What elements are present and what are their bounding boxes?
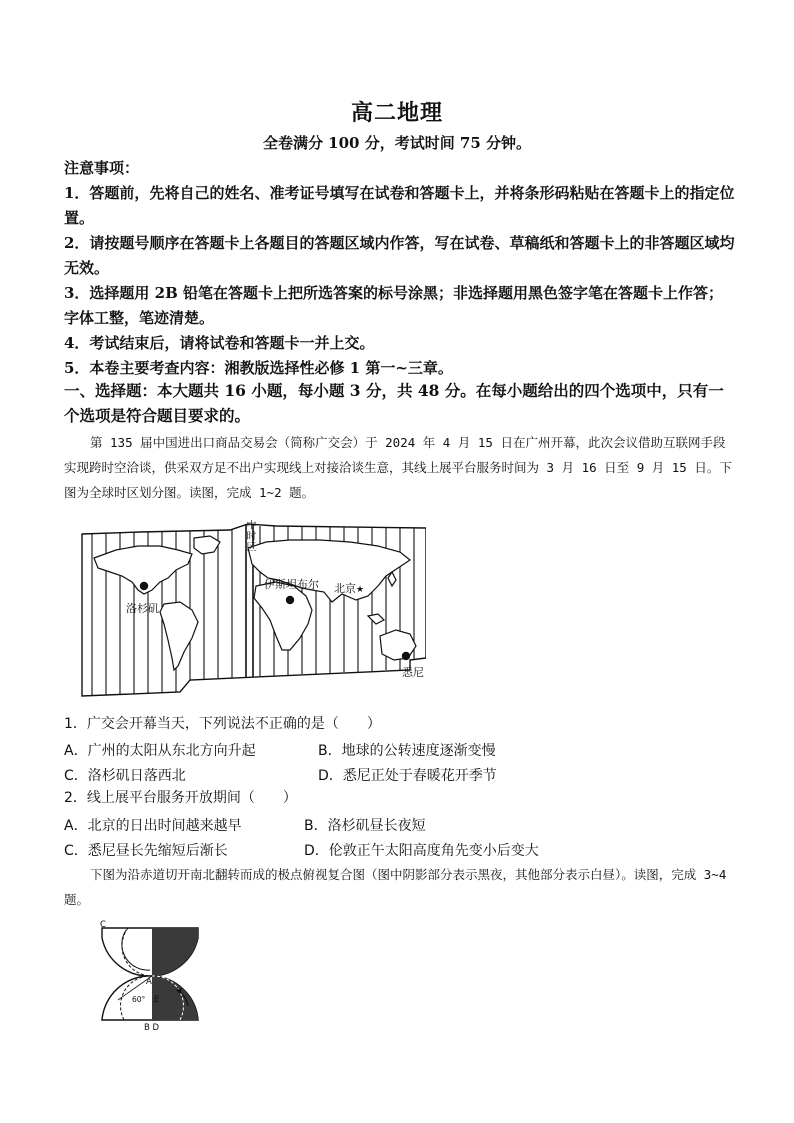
- note-item: 4．考试结束后，请将试卷和答题卡一并上交。: [64, 334, 375, 352]
- question-intro-2: 下图为沿赤道切开南北翻转而成的极点俯视复合图（图中阴影部分表示黑夜，其他部分表示白昼）。读图，完成 3~4 题。: [64, 867, 727, 907]
- los-angeles-marker: [140, 582, 148, 590]
- q1-option-d[interactable]: D．悉尼正处于春暖花开季节: [318, 768, 497, 784]
- diagram-label-c: C: [100, 920, 106, 930]
- exam-subtitle: 全卷满分 100 分，考试时间 75 分钟。: [262, 134, 532, 152]
- beijing-star-icon: ★: [356, 585, 365, 595]
- map-label-los-angeles: 洛杉矶: [126, 602, 159, 615]
- exam-title: 高二地理: [350, 100, 443, 126]
- q1-option-c[interactable]: C．洛杉矶日落西北: [64, 768, 186, 784]
- time-zone-map: [80, 520, 426, 698]
- notes-block: [64, 156, 736, 381]
- notes-heading: 注意事项：: [64, 159, 140, 177]
- sydney-marker: [402, 652, 410, 660]
- map-label-sydney: 悉尼: [402, 666, 424, 679]
- diagram-label-bd: B D: [144, 1023, 160, 1032]
- q2-option-b[interactable]: B．洛杉矶昼长夜短: [304, 818, 426, 834]
- note-item: 5．本卷主要考查内容：湘教版选择性必修 1 第一~三章。: [64, 359, 453, 377]
- map-label-beijing: 北京: [334, 582, 356, 595]
- upper-hemisphere: [102, 928, 198, 976]
- note-item: 3．选择题用 2B 铅笔在答题卡上把所选答案的标号涂黑；非选择题用黑色签字笔在答题卡上作答；字体工整，笔迹清楚。: [64, 284, 724, 327]
- diagram-label-a: A: [146, 977, 152, 987]
- map-label-center-zone: 中时区: [244, 520, 255, 553]
- note-item: 2．请按题号顺序在答题卡上各题目的答题区域内作答，写在试卷、草稿纸和答题卡上的非答题区域均无效。: [64, 234, 735, 277]
- q1-option-a[interactable]: A．广州的太阳从东北方向升起: [64, 743, 256, 759]
- question-2-stem: 2．线上展平台服务开放期间（ ）: [64, 790, 297, 806]
- question-1-stem: 1．广交会开幕当天，下列说法不正确的是（ ）: [64, 716, 381, 732]
- map-label-istanbul: 伊斯坦布尔: [264, 578, 319, 591]
- diagram-label-60deg: 60°: [132, 995, 146, 1004]
- q2-option-d[interactable]: D．伦敦正午太阳高度角先变小后变大: [304, 843, 539, 859]
- q1-option-b[interactable]: B．地球的公转速度逐渐变慢: [318, 743, 496, 759]
- polar-view-diagram: [98, 920, 206, 1032]
- section-heading: 一、选择题：本大题共 16 小题，每小题 3 分，共 48 分。在每小题给出的四个选项中，只有一个选项是符合题目要求的。: [64, 381, 724, 425]
- note-item: 1．答题前，先将自己的姓名、准考证号填写在试卷和答题卡上，并将条形码粘贴在答题卡上的指定位置。: [64, 184, 735, 227]
- q2-option-c[interactable]: C．悉尼昼长先缩短后渐长: [64, 843, 228, 859]
- istanbul-marker: [286, 596, 294, 604]
- diagram-label-e: E: [154, 995, 160, 1005]
- question-intro-1: 第 135 届中国进出口商品交易会（简称广交会）于 2024 年 4 月 15 日在广州开幕，此次会议借助互联网手段实现跨时空洽谈，供采双方足不出户实现线上对接洽谈生意，其线上展平台服务时间为 3 月 16 日至 9 月 15 日。下图为全球时区划分图。读图，完成 1~2 题。: [64, 435, 732, 500]
- q2-option-a[interactable]: A．北京的日出时间越来越早: [64, 818, 242, 834]
